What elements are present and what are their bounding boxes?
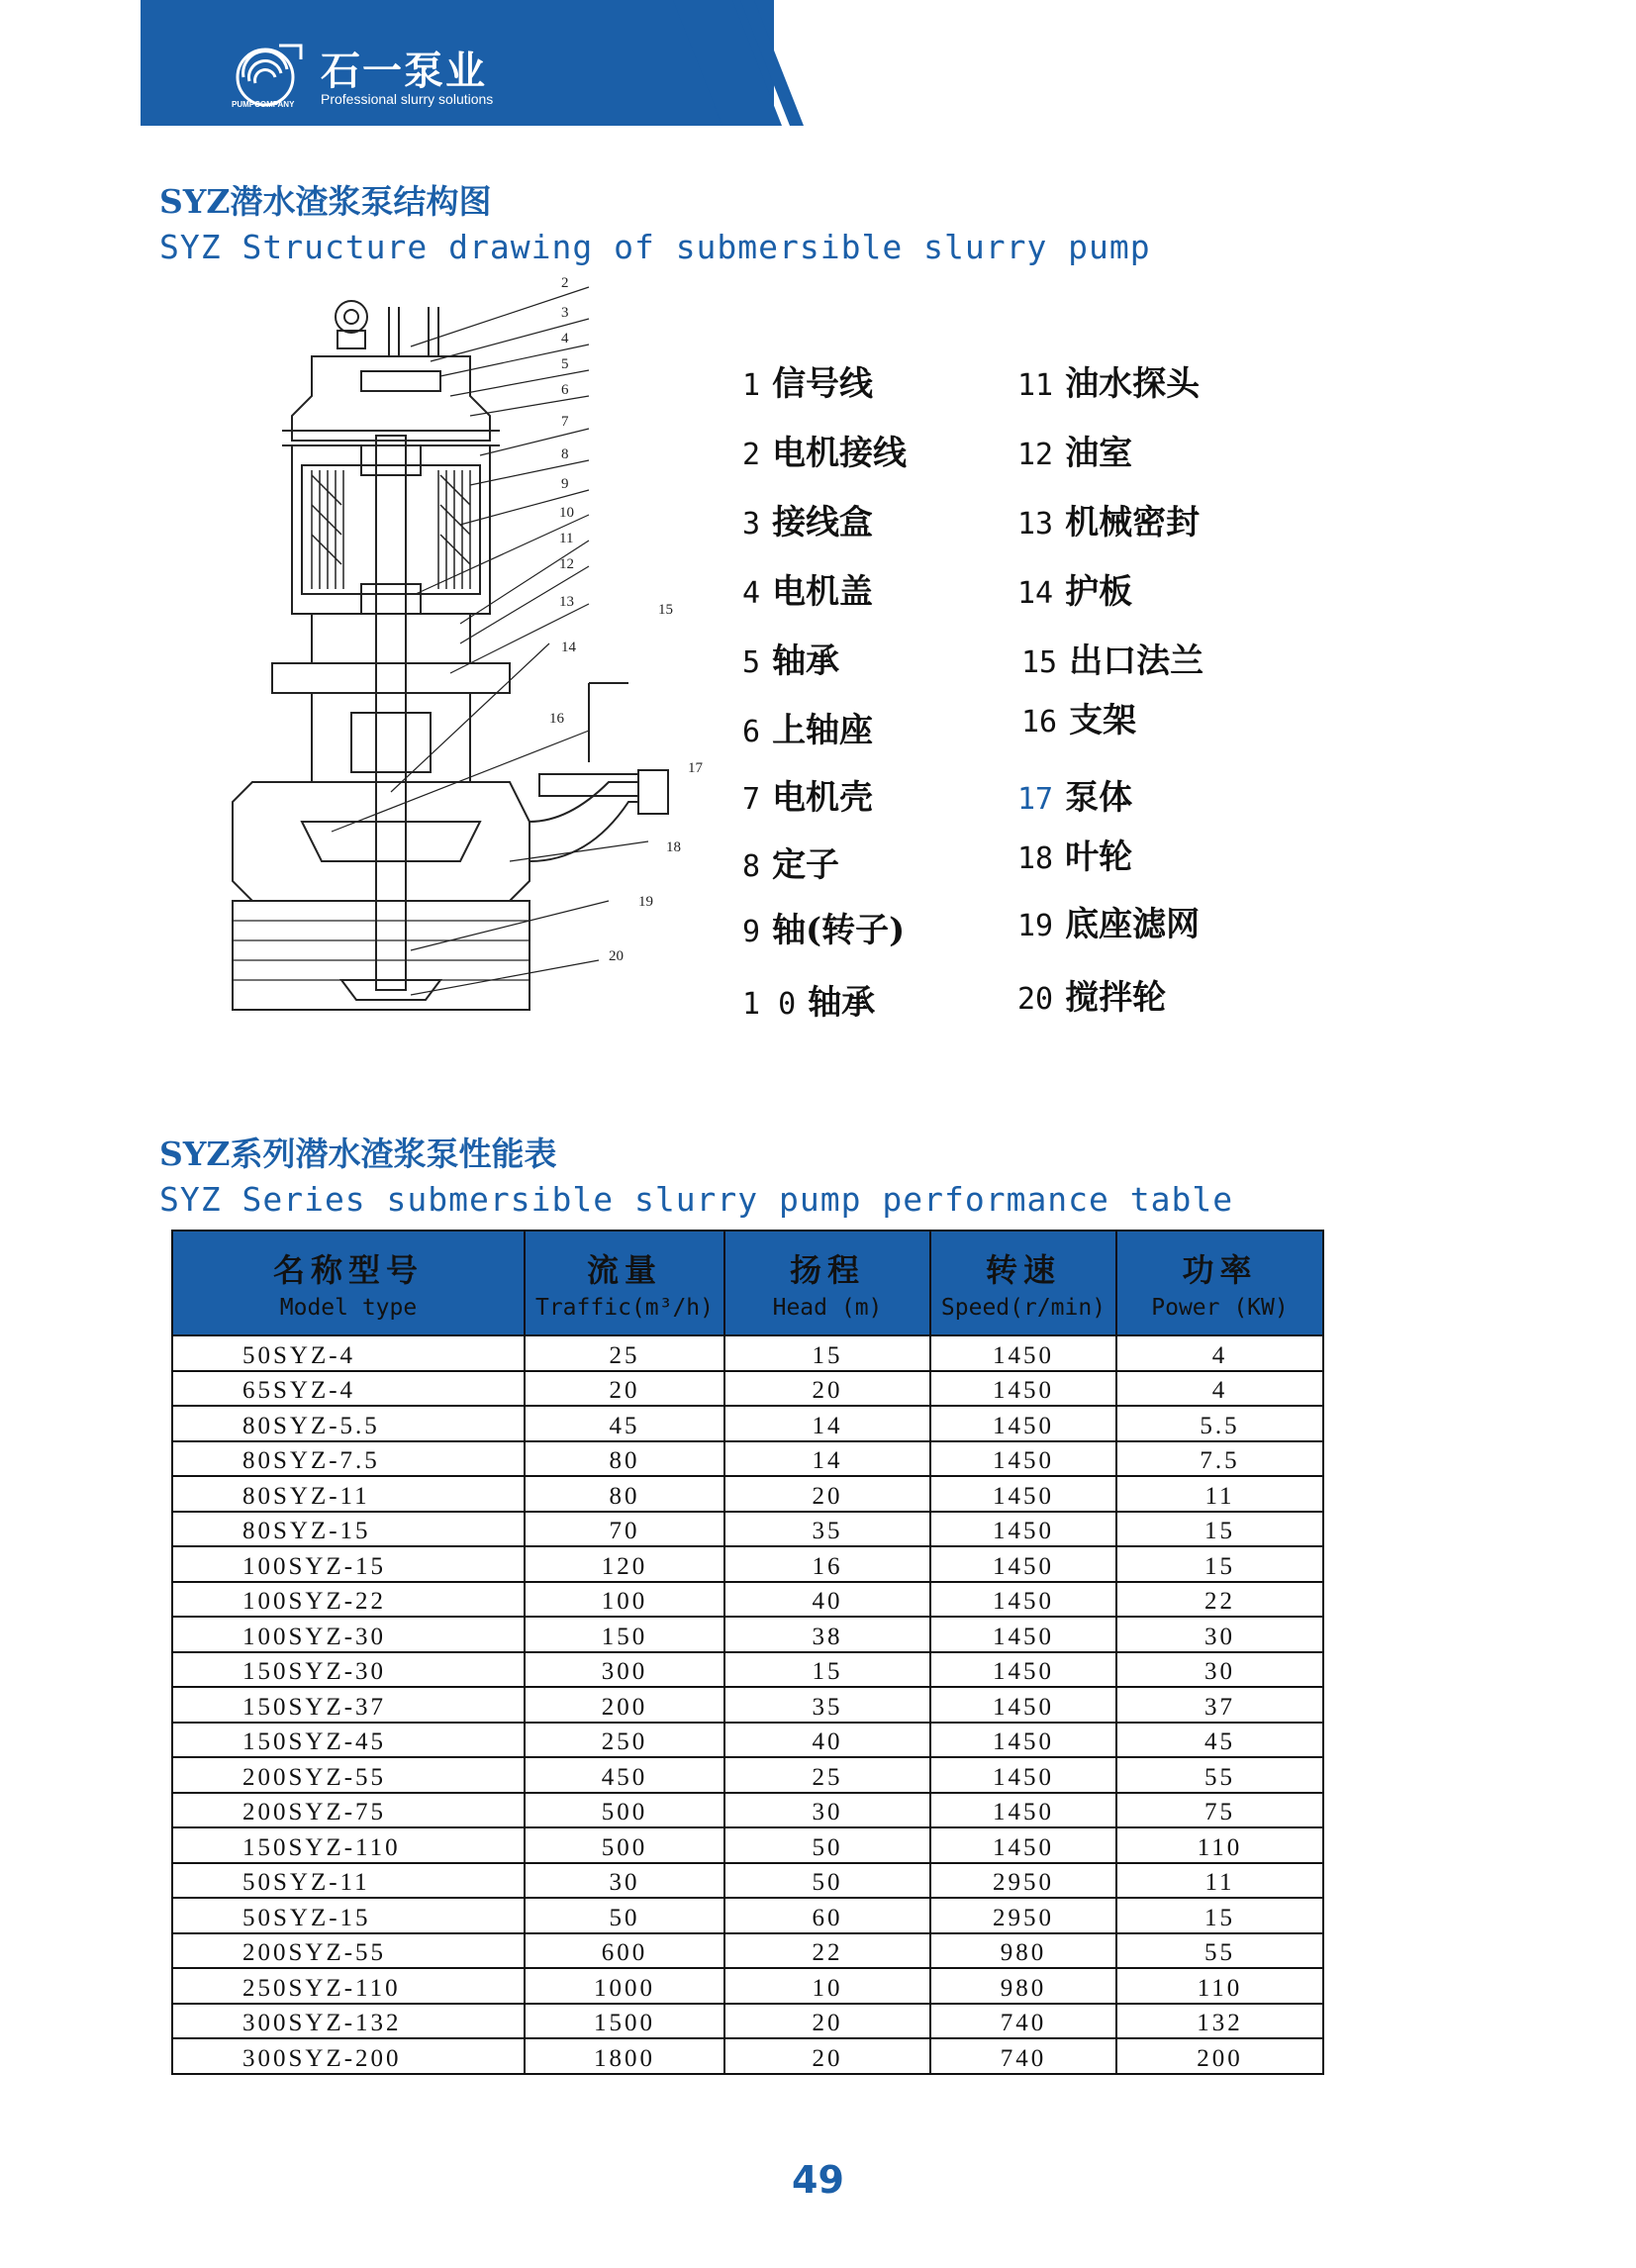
performance-table: [171, 1230, 1322, 2075]
table-header-row: [172, 1231, 1323, 1335]
table-cell: 15: [1116, 1898, 1323, 1933]
table-cell: 45: [525, 1406, 724, 1441]
table-cell: 100SYZ-30: [172, 1617, 525, 1652]
table-cell: 75: [1116, 1793, 1323, 1828]
table-cell: 300SYZ-132: [172, 2004, 525, 2039]
table-cell: 980: [930, 1933, 1116, 1969]
table-cell: 4: [1116, 1371, 1323, 1407]
table-row: [172, 1757, 1323, 1793]
table-cell: 20: [724, 1476, 930, 1512]
table-cell: 45: [1116, 1723, 1323, 1758]
part-item: 15 出口法兰: [1021, 641, 1204, 681]
table-cell: 1450: [930, 1652, 1116, 1688]
table-cell: 450: [525, 1757, 724, 1793]
callout-7: 7: [561, 414, 569, 430]
table-cell: 20: [525, 1371, 724, 1407]
table-cell: 50SYZ-4: [172, 1335, 525, 1371]
table-cell: 600: [525, 1933, 724, 1969]
table-row: [172, 1968, 1323, 2004]
structure-title-en: SYZ Structure drawing of submersible slurry pump: [159, 228, 1151, 266]
table-row: [172, 2038, 1323, 2074]
part-item: 8 定子: [742, 845, 840, 885]
table-cell: 200: [525, 1687, 724, 1723]
callout-6: 6: [561, 382, 569, 398]
part-item: 14 护板: [1017, 572, 1133, 612]
pump-structure-drawing: [213, 267, 727, 1030]
part-item: 16 支架: [1021, 701, 1137, 740]
table-cell: 40: [724, 1582, 930, 1618]
table-row: [172, 1476, 1323, 1512]
table-row: [172, 1898, 1323, 1933]
part-item: 13 机械密封: [1017, 503, 1201, 542]
table-cell: 1450: [930, 1512, 1116, 1547]
callout-11: 11: [559, 531, 574, 546]
part-item: 2 电机接线: [742, 434, 908, 473]
table-cell: 35: [724, 1512, 930, 1547]
table-cell: 250SYZ-110: [172, 1968, 525, 2004]
callout-4: 4: [561, 331, 569, 346]
callout-3: 3: [561, 305, 569, 321]
table-cell: 30: [525, 1863, 724, 1899]
table-cell: 1450: [930, 1476, 1116, 1512]
table-cell: 50SYZ-15: [172, 1898, 525, 1933]
table-cell: 132: [1116, 2004, 1323, 2039]
table-cell: 120: [525, 1546, 724, 1582]
table-row: [172, 1863, 1323, 1899]
table-cell: 50SYZ-11: [172, 1863, 525, 1899]
table-cell: 25: [724, 1757, 930, 1793]
structure-title-cn: SYZ潜水渣浆泵结构图: [159, 182, 492, 221]
table-cell: 70: [525, 1512, 724, 1547]
table-row: [172, 1441, 1323, 1477]
callout-13: 13: [559, 594, 574, 610]
table-row: [172, 1512, 1323, 1547]
page-number: 49: [792, 2158, 844, 2202]
column-header-speed: 转速 Speed(r/min): [930, 1231, 1116, 1335]
callout-10: 10: [559, 505, 574, 521]
table-row: [172, 1546, 1323, 1582]
table-row: [172, 1723, 1323, 1758]
table-cell: 38: [724, 1617, 930, 1652]
part-item: 11 油水探头: [1017, 364, 1201, 404]
logo-ring-text: PUMPCOMPANY: [232, 100, 295, 109]
part-item: 7 电机壳: [742, 778, 874, 818]
table-cell: 40: [724, 1723, 930, 1758]
table-cell: 250: [525, 1723, 724, 1758]
callout-12: 12: [559, 556, 574, 572]
table-cell: 80: [525, 1476, 724, 1512]
table-cell: 300SYZ-200: [172, 2038, 525, 2074]
table-cell: 55: [1116, 1757, 1323, 1793]
table-cell: 100: [525, 1582, 724, 1618]
table-cell: 20: [724, 2038, 930, 2074]
table-cell: 1450: [930, 1335, 1116, 1371]
part-item: 4 电机盖: [742, 572, 874, 612]
table-cell: 50: [724, 1827, 930, 1863]
table-cell: 1450: [930, 1441, 1116, 1477]
table-cell: 15: [1116, 1512, 1323, 1547]
column-header-power: 功率 Power (KW): [1116, 1231, 1323, 1335]
callout-16: 16: [549, 711, 564, 727]
table-cell: 2950: [930, 1863, 1116, 1899]
callout-14: 14: [561, 640, 576, 655]
table-row: [172, 1652, 1323, 1688]
table-row: [172, 1687, 1323, 1723]
table-cell: 14: [724, 1441, 930, 1477]
table-cell: 80SYZ-11: [172, 1476, 525, 1512]
table-cell: 7.5: [1116, 1441, 1323, 1477]
table-row: [172, 1827, 1323, 1863]
table-cell: 5.5: [1116, 1406, 1323, 1441]
table-cell: 1000: [525, 1968, 724, 2004]
table-cell: 1450: [930, 1582, 1116, 1618]
part-item: 19 底座滤网: [1017, 905, 1201, 944]
table-cell: 740: [930, 2004, 1116, 2039]
table-row: [172, 1793, 1323, 1828]
table-cell: 80SYZ-15: [172, 1512, 525, 1547]
callout-20: 20: [609, 948, 624, 964]
table-cell: 80: [525, 1441, 724, 1477]
table-row: [172, 1617, 1323, 1652]
performance-title-en: SYZ Series submersible slurry pump performance table: [159, 1180, 1234, 1219]
table-cell: 15: [724, 1335, 930, 1371]
part-item: 12 油室: [1017, 434, 1133, 473]
table-cell: 11: [1116, 1476, 1323, 1512]
table-cell: 150SYZ-110: [172, 1827, 525, 1863]
part-item: 1 0 轴承: [742, 983, 876, 1023]
table-cell: 500: [525, 1827, 724, 1863]
table-cell: 500: [525, 1793, 724, 1828]
table-cell: 2950: [930, 1898, 1116, 1933]
table-cell: 150SYZ-37: [172, 1687, 525, 1723]
callout-19: 19: [638, 894, 653, 910]
table-cell: 30: [1116, 1652, 1323, 1688]
table-cell: 1450: [930, 1827, 1116, 1863]
table-cell: 65SYZ-4: [172, 1371, 525, 1407]
table-cell: 11: [1116, 1863, 1323, 1899]
table-cell: 25: [525, 1335, 724, 1371]
table-cell: 1450: [930, 1793, 1116, 1828]
logo-tagline: Professional slurry solutions: [321, 91, 494, 107]
table-cell: 150: [525, 1617, 724, 1652]
swirl-logo-icon: [230, 40, 309, 109]
table-cell: 150SYZ-45: [172, 1723, 525, 1758]
part-item: 18 叶轮: [1017, 838, 1133, 877]
part-item: 17 泵体: [1017, 778, 1133, 818]
table-cell: 150SYZ-30: [172, 1652, 525, 1688]
table-cell: 1450: [930, 1687, 1116, 1723]
table-cell: 30: [724, 1793, 930, 1828]
table-cell: 80SYZ-5.5: [172, 1406, 525, 1441]
callout-2: 2: [561, 275, 569, 291]
column-header-head: 扬程 Head (m): [724, 1231, 930, 1335]
part-item: 1 信号线: [742, 364, 874, 404]
table-cell: 15: [724, 1652, 930, 1688]
callout-15: 15: [658, 602, 673, 618]
table-cell: 110: [1116, 1827, 1323, 1863]
column-header-model: 名称型号 Model type: [172, 1231, 525, 1335]
table-cell: 1450: [930, 1617, 1116, 1652]
table-cell: 1450: [930, 1371, 1116, 1407]
callout-18: 18: [666, 839, 681, 855]
table-cell: 35: [724, 1687, 930, 1723]
table-cell: 15: [1116, 1546, 1323, 1582]
callout-8: 8: [561, 446, 569, 462]
table-cell: 1500: [525, 2004, 724, 2039]
table-row: [172, 1933, 1323, 1969]
table-cell: 22: [724, 1933, 930, 1969]
table-cell: 60: [724, 1898, 930, 1933]
logo-name-cn: 石一泵业: [321, 48, 487, 94]
table-row: [172, 1335, 1323, 1371]
parts-legend: [742, 356, 1297, 1030]
column-header-traffic: 流量 Traffic(m³/h): [525, 1231, 724, 1335]
table-cell: 1800: [525, 2038, 724, 2074]
table-cell: 37: [1116, 1687, 1323, 1723]
table-cell: 4: [1116, 1335, 1323, 1371]
table-cell: 200SYZ-55: [172, 1933, 525, 1969]
table-row: [172, 2004, 1323, 2039]
table-cell: 1450: [930, 1723, 1116, 1758]
table-cell: 22: [1116, 1582, 1323, 1618]
table-cell: 30: [1116, 1617, 1323, 1652]
table-cell: 110: [1116, 1968, 1323, 2004]
table-cell: 200SYZ-55: [172, 1757, 525, 1793]
table-row: [172, 1406, 1323, 1441]
table-cell: 10: [724, 1968, 930, 2004]
table-cell: 80SYZ-7.5: [172, 1441, 525, 1477]
table-cell: 55: [1116, 1933, 1323, 1969]
table-cell: 740: [930, 2038, 1116, 2074]
table-cell: 20: [724, 1371, 930, 1407]
table-cell: 100SYZ-15: [172, 1546, 525, 1582]
callout-17: 17: [688, 760, 703, 776]
part-item: 3 接线盒: [742, 503, 874, 542]
table-cell: 1450: [930, 1546, 1116, 1582]
callout-9: 9: [561, 476, 569, 492]
table-cell: 980: [930, 1968, 1116, 2004]
part-item: 20 搅拌轮: [1017, 978, 1167, 1018]
header-stripes: [673, 0, 812, 126]
table-cell: 200: [1116, 2038, 1323, 2074]
table-row: [172, 1371, 1323, 1407]
table-cell: 20: [724, 2004, 930, 2039]
table-cell: 100SYZ-22: [172, 1582, 525, 1618]
callout-5: 5: [561, 356, 569, 372]
table-cell: 300: [525, 1652, 724, 1688]
table-cell: 16: [724, 1546, 930, 1582]
table-cell: 14: [724, 1406, 930, 1441]
performance-title-cn: SYZ系列潜水渣浆泵性能表: [159, 1134, 557, 1173]
table-row: [172, 1582, 1323, 1618]
table-cell: 1450: [930, 1757, 1116, 1793]
table-cell: 50: [724, 1863, 930, 1899]
table-cell: 1450: [930, 1406, 1116, 1441]
table-cell: 200SYZ-75: [172, 1793, 525, 1828]
part-item: 9 轴(转子): [742, 911, 906, 950]
part-item: 6 上轴座: [742, 711, 874, 750]
table-cell: 50: [525, 1898, 724, 1933]
part-item: 5 轴承: [742, 641, 840, 681]
